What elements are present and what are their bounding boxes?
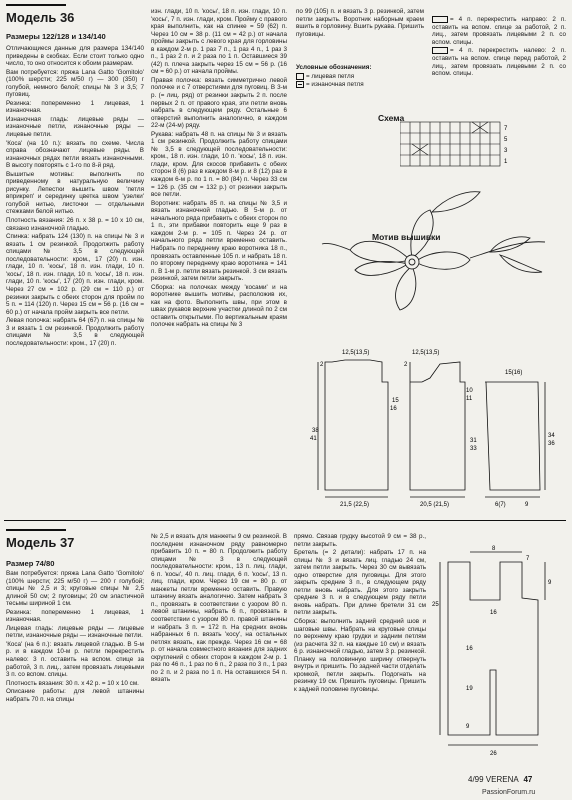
legend (296, 73, 364, 89)
overalls-outline (448, 562, 538, 735)
dimension-label: 15 (392, 398, 399, 404)
legend-title: Условные обозначения: (296, 64, 372, 71)
dimension-label: 21,5 (22,5) (340, 502, 370, 508)
model-37-sizes: Размер 74/80 (6, 559, 55, 568)
model-36-column-2 (151, 8, 287, 515)
model-36-title: Модель 36 (6, 10, 75, 25)
paragraph: Вышитые мотивы: выполнить по приведенному в натуральную величину рисунку. Лепестки вышить швом 'петля вприкреп' и серединку цветка швом 'узелки' голубой нитью, листочки — отдельными стежками белой нитью. (6, 170, 144, 216)
paragraph: Плотность вязания: 30 п. x 42 р. = 10 x 10 см. (6, 679, 139, 687)
cross-right-icon (432, 16, 448, 23)
paragraph: Сборка: выполнить задний средний шов и шаговые швы. Набрать на круговые спицы по верхнему краю грудки и задним петлям (из расчета 32 п. на каждые 10 см) и вязать 6 р. изнаночной гладью, затем 3 р. резинкой. Планку на половинную ширину отвернуть внутрь и пришить. По задней части отделать кромкой, петли закрыть. Подогнать на резинку 19 см. Пришить пуговицы. Пришить к задней половине пуговицы. (294, 618, 426, 693)
dimension-label: 16 (490, 610, 497, 616)
dimension-label: 36 (548, 441, 555, 447)
purl-stitch-icon (296, 81, 304, 88)
section-divider (4, 520, 566, 521)
footer-site: PassionForum.ru (482, 789, 536, 796)
model-36-column-1 (6, 45, 144, 515)
dimension-label: 10 (466, 388, 473, 394)
model-37-column-2 (151, 533, 287, 775)
paragraph: 'Коса' (на 6 п.): вязать лицевой гладью. В 5-м р. и в каждом 10-м р. петли перекрестить налево: 3 п. оставить на вспом. спице за работой, 3 п. лиц., затем провязать лицевыми 3 п. со вспом. спицы. (6, 640, 144, 679)
dimension-label: 25 (432, 602, 439, 608)
paragraph: № 2,5 и вязать для манжеты 9 см резинкой. В последнем изнаночном ряду равномерно прибавить 10 п. = 80 п. Продолжить работу спицами № 3 в следующей последовательности: кром., 13 п. лиц. глади, 6 п. 'косы', 40 п. лиц. глади, 6 п. 'косы', 13 п. лиц. глади, кром. Через 19 см = 80 р. от манжеты петли временно оставить. Правую штанину вязать аналогично. Затем набрать 3 п., провязать в соответствии с узором 80 п. левой штанины, набрать 6 п., провязать в соответствии с узором 80 п. правой штанины и набрать 3 п. = 172 п. На средних вновь набранных 6 п. вязать 'косу', на остальных петлях вязать, как прежде. Через 16 см = 68 р. от начала совместного вязания для задних скруглений с обеих сторон в каждом 2-м р. 1 раз по 46 п., 1 раз по 6 п., 2 раза по 3 п., 1 раз по 2 п. и 2 раза по 1 п. На оставшихся 54 п. вязать (151, 533, 287, 684)
dimension-label: 20,5 (21,5) (420, 502, 450, 508)
row-label: 7 (504, 126, 508, 132)
paragraph: = 4 п. перекрестить налево: 2 п. оставить на вспом. спице перед работой, 2 лиц., затем провязать лицевыми 2 п. со вспом. спицы. (432, 47, 566, 78)
paragraph: Лицевая гладь: лицевые ряды — лицевые петли, изнаночные ряды — изнаночные петли. (6, 624, 144, 640)
flower-icon (322, 192, 545, 310)
paragraph: = 4 п. перекрестить направо: 2 п. оставить на вспом. спице за работой, 2 п. лиц., затем провязать лицевыми 2 п. со вспом. спицы. (432, 16, 566, 46)
paragraph: Плотность вязания: 26 п. x 38 р. = 10 x 10 см, связано изнаночной гладью. (6, 217, 144, 232)
scheme-title: Схема (378, 113, 405, 123)
paragraph: Спинка: набрать 124 (130) п. на спицы № 3 и вязать 1 см резинкой. Продолжить работу спицами № 3,5 в следующей последовательности: кром., 17 (20) п. изн. глади, 10 п. 'косы', 18 п. изн. глади, 10 п. 'косы', 18 п. изн. глади, 10 п. 'косы', 18 п. изн. глади, 10 п. 'косы', 17 (20) п. изн. глади, кром. Через 27 см = 102 р. (29 см = 110 р.) от резинки закрыть с обеих сторон для пройм по 5 п. = 114 (120) п. Через 15 см = 56 р. (16 см = 60 р.) от начала пройм закрыть все петли. (6, 233, 144, 316)
dimension-label: 9 (525, 502, 529, 508)
sleeve-outline (485, 382, 540, 490)
paragraph: Описание работы: для левой штанины набрать 70 п. на спицы (6, 688, 144, 703)
paragraph: 'Коса' (на 10 п.): вязать по схеме. Числа справа обозначают лицевые ряды. В изнаночных рядах петли вязать изнаночными. В высоту повторять с 1-го по 8-й ряд. (6, 139, 144, 170)
paragraph: Левая полочка: набрать 64 (67) п. на спицы № 3 и вязать 1 см резинкой. Продолжить работу спицами № 3,5 в следующей последовательности: кром., 17 (20) п. (6, 317, 144, 347)
dimension-label: 38 (312, 428, 319, 434)
cross-left-icon (432, 47, 448, 54)
paragraph: Рукава: набрать 48 п. на спицы № 3 и вязать 1 см резинкой. Продолжить работу спицами № 3,5 в следующей последовательности: кром., 18 п. изн. глади, 10 п. 'косы', 18 п. изн. глади, кром. Для скосов прибавить с обеих сторон 8 (6) раз в каждом 8-м р. и 8 (12) раз в каждом 6-м р. по 1 п. = 80 (84) п. Через 33 см = 126 р. (35 см = 132 р.) от резинки закрыть все петли. (151, 130, 287, 199)
dimension-label: 19 (466, 686, 473, 692)
back-outline (325, 360, 388, 490)
dimension-label: 16 (390, 406, 397, 412)
row-label: 5 (504, 137, 508, 143)
row-label: 1 (504, 159, 508, 165)
front-outline (410, 362, 465, 490)
title-rule (6, 4, 66, 6)
dimension-label: 9 (548, 580, 552, 586)
model-36-schematics (290, 342, 565, 512)
model-36-column-3 (296, 8, 424, 60)
embroidery-motif (320, 180, 560, 330)
dimension-label: 11 (466, 396, 473, 402)
dimension-label: 8 (492, 546, 496, 552)
title-rule (6, 529, 66, 531)
paragraph: Резинка: попеременно 1 лицевая, 1 изнаночная. (6, 608, 144, 624)
dimension-label: 2 (320, 362, 324, 368)
dimension-label: 7 (526, 556, 530, 562)
paragraph: Изнаночная гладь: лицевые ряды — изнаночные петли, изнаночные ряды — лицевые петли. (6, 115, 144, 139)
motif-title: Мотив вышивки (372, 232, 441, 242)
dimension-label: 41 (310, 436, 317, 442)
model-37-schematic (430, 540, 566, 765)
model-37-title: Модель 37 (6, 535, 75, 550)
model-36-sizes: Размеры 122/128 и 134/140 (6, 32, 106, 41)
paragraph: прямо. Связав грудку высотой 9 см = 38 р., петли закрыть. (294, 533, 426, 548)
paragraph: изн. глади, 10 п. 'косы', 18 п. изн. глади, 10 п. 'косы', 7 п. изн. глади, кром. Пройму с правого края выполнить, как на спинке = 59 (62) п. Через 10 см = 38 р. (11 см = 42 р.) от начала проймы закрыть с левого края для горловины в каждом 2-м р. 1 раз 7 п., 1 раз 4 п., 1 раз 3 п., 1 раз 2 п. и 2 раза по 1 п. Оставшиеся 39 (42) п. плеча закрыть через 15 см = 56 р. (16 см = 60 р.) от начала проймы. (151, 8, 287, 76)
dimension-label: 16 (466, 646, 473, 652)
paragraph: Вам потребуется: пряжа Lana Gatto 'Gomitolo' (100% шерсти; 225 м/50 г) — 200 г голубой; спицы № 2,5 и 3; круговые спицы № 2,5 длиной 50 см; 2 пуговицы; 20 см эластичной тесьмы шириной 1 см. (6, 570, 144, 608)
dimension-label: 31 (470, 438, 477, 444)
paragraph: Бретель (= 2 детали): набрать 17 п. на спицы № 3 и вязать лиц. гладью 24 см, затем петли закрыть. Через 30 см вывязать одно отверстие для пуговицы. Для этого закрыть средние 3 п., в следующем ряду петли вновь набрать. Для этого закрыть средние 3 п. и в следующем ряду петли вновь набрать. При длине бретели 31 см петли закрыть. (294, 549, 426, 617)
model-37-column-3 (294, 533, 426, 773)
model-36-column-4 (432, 16, 566, 96)
knit-stitch-icon (296, 73, 304, 80)
dimension-label: 2 (404, 362, 408, 368)
dimension-label: 34 (548, 433, 555, 439)
dimension-label: 15(16) (505, 370, 523, 376)
paragraph: Вам потребуется: пряжа Lana Gatto 'Gomitolo' (100% шерсти; 225 м/50 г) — 300 (350) г голубой, немного белой; спицы № 3 и 3,5; 7 пуговиц. (6, 68, 144, 99)
dimension-label: 6(7) (495, 502, 506, 508)
paragraph: Правая полочка: вязать симметрично левой полочке и с 7 отверстиями для пуговиц. В 3-м р. (= лиц. ряд) от резинки закрыть 2 п. после первых 2 п. от правого края, эти петли вновь набрать в следующем ряду. Остальные 6 отверстий выполнить аналогично, в каждом 22-м (24-м) ряду. (151, 76, 287, 130)
paragraph: по 99 (105) п. и вязать 3 р. резинкой, затем петли закрыть. Воротник наборным краем вшить в горловину. Вшить рукава. Пришить пуговицы. (296, 8, 424, 38)
dimension-label: 26 (490, 751, 497, 757)
dimension-label: 9 (466, 724, 470, 730)
dimension-label: 33 (470, 446, 477, 452)
row-label: 3 (504, 148, 508, 154)
paragraph: Отличающиеся данные для размера 134/140 приведены в скобках. Если стоит только одно число, то оно относится к обоим размерам. (6, 45, 144, 68)
footer-issue: 4/99 VERENA 47 (468, 775, 533, 784)
legend-item: = изнаночная петля (296, 81, 364, 89)
paragraph: Резинка: попеременно 1 лицевая, 1 изнаночная. (6, 99, 144, 115)
dimension-label: 12,5(13,5) (412, 350, 440, 356)
legend-item: = лицевая петля (296, 73, 364, 81)
paragraph: Воротник: набрать 85 п. на спицы № 3,5 и вязать изнаночной гладью. В 5-м р. от начального ряда прибавить с обеих сторон по 1 п., эти прибавки повторить еще 9 раз в каждом 2-м р. = 105 п. Через 24 р. от начального ряда петли временно оставить. Набрать по переднему краю воротника 18 п., провязать оставленные 105 п. и набрать 18 п. по второму переднему краю воротника = 141 п. В 1-м р. петли вязать резинкой. 3 см вязать резинкой, затем петли закрыть. (151, 199, 287, 283)
cable-scheme (400, 120, 510, 170)
model-37-column-1 (6, 570, 144, 775)
paragraph: Сборка: на полочках между 'косами' и на воротнике вышить мотивы, расположив их, как на фото. Выполнить швы, при этом в швах рукавов верхние участки длиной по 2 см оставить открытыми. По вертикальным краям полочек набрать на спицы № 3 (151, 283, 287, 329)
dimension-label: 12,5(13,5) (342, 350, 370, 356)
